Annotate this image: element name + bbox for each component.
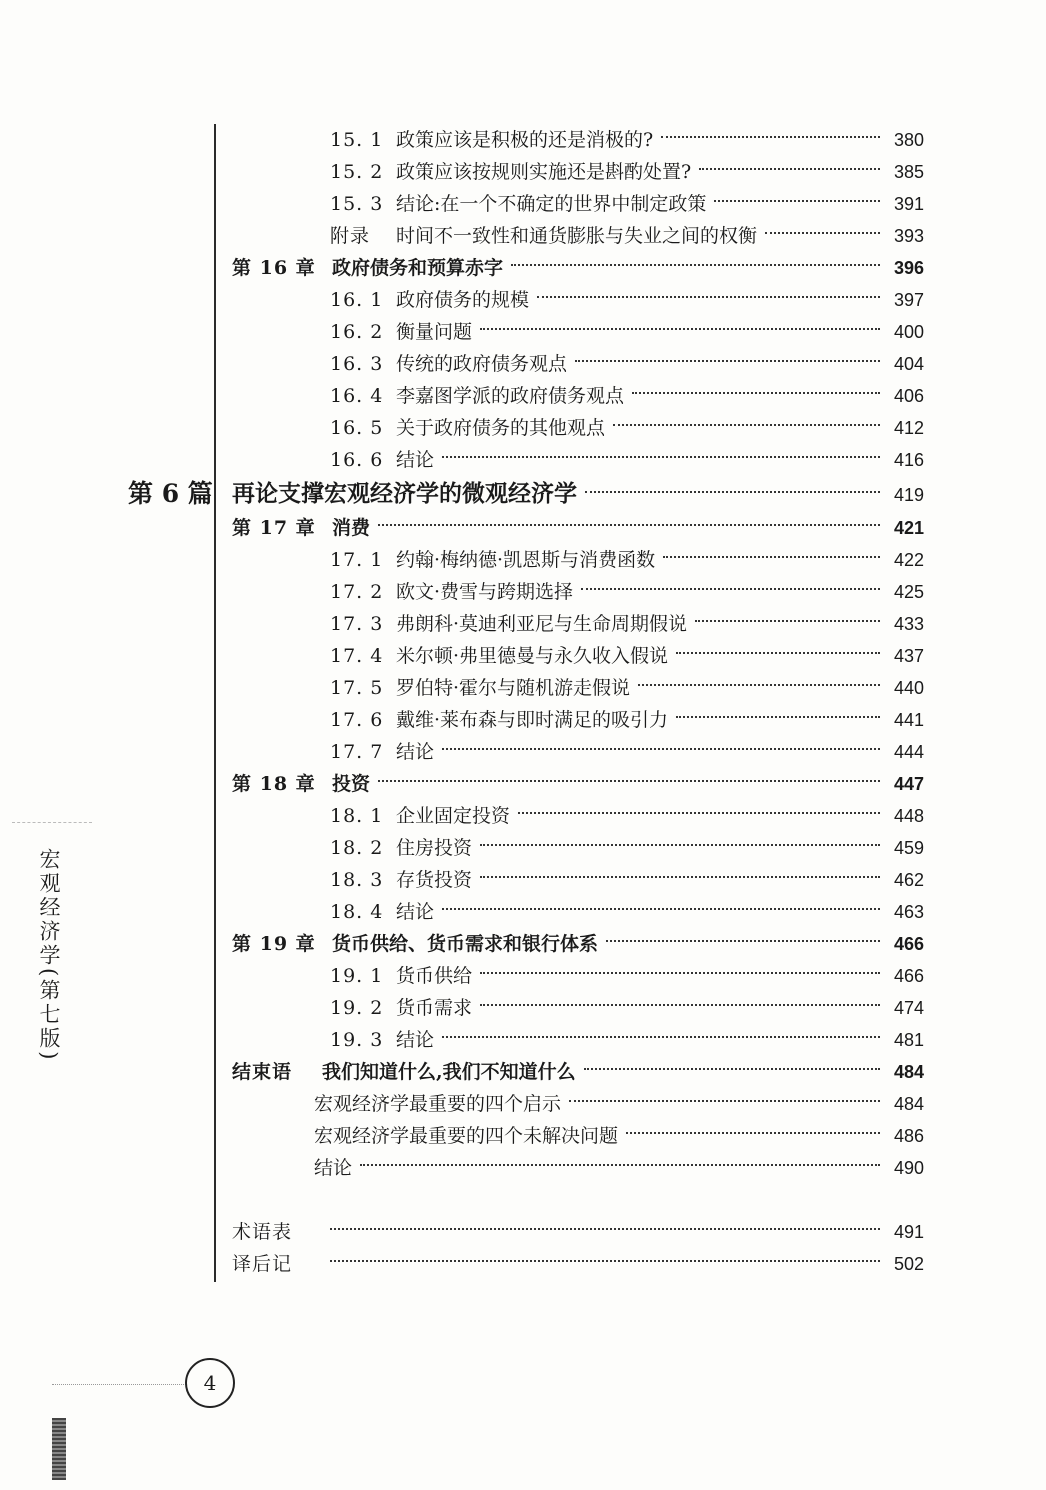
section-title: 传统的政府债务观点: [396, 353, 568, 375]
section-title: 约翰·梅纳德·凯恩斯与消费函数: [396, 549, 656, 571]
chapter-number: 第 16 章: [232, 257, 316, 279]
section-title: 货币需求: [396, 997, 473, 1019]
section-number: 17. 4: [330, 645, 384, 667]
section-number: 16. 6: [330, 449, 384, 471]
part-label: 第 6 篇: [128, 479, 213, 508]
section-number: 16. 5: [330, 417, 384, 439]
dot-leader: [585, 491, 880, 493]
section-title: 企业固定投资: [396, 805, 511, 827]
section-title: 货币供给: [396, 965, 473, 987]
toc-chapter-18[interactable]: [232, 768, 924, 800]
page-number: 400: [893, 322, 924, 342]
section-title: 时间不一致性和通货膨胀与失业之间的权衡: [396, 225, 758, 247]
section-number: 17. 6: [330, 709, 384, 731]
dot-leader: [537, 296, 880, 298]
page-number: 393: [893, 226, 924, 246]
page-number: 463: [893, 902, 924, 922]
dot-leader: [569, 1100, 880, 1102]
section-title: 弗朗科·莫迪利亚尼与生命周期假说: [396, 613, 688, 635]
dot-leader: [606, 940, 880, 942]
dot-leader: [695, 620, 880, 622]
section-title: 存货投资: [396, 869, 473, 891]
toc-chapter-16[interactable]: [232, 252, 924, 284]
section-title: 住房投资: [396, 837, 473, 859]
toc-entry[interactable]: [314, 1088, 924, 1120]
toc-entry[interactable]: [314, 1152, 924, 1184]
page-number: 466: [893, 934, 924, 954]
page-number: 421: [893, 518, 924, 538]
page-number: 484: [893, 1094, 924, 1114]
dot-leader: [613, 424, 880, 426]
toc-entry-appendix[interactable]: [330, 220, 924, 252]
page-number: 484: [893, 1062, 924, 1082]
dot-leader: [632, 392, 880, 394]
toc-entry[interactable]: [330, 380, 924, 412]
section-number: 18. 1: [330, 805, 384, 827]
dot-leader: [330, 1260, 880, 1262]
page-number: 404: [893, 354, 924, 374]
dot-leader: [699, 168, 880, 170]
vertical-rule: [214, 124, 216, 1282]
section-number: 16. 3: [330, 353, 384, 375]
section-number: 16. 1: [330, 289, 384, 311]
page-number: 380: [893, 130, 924, 150]
section-number: 18. 2: [330, 837, 384, 859]
chapter-number: 第 17 章: [232, 517, 316, 539]
dot-leader: [480, 972, 880, 974]
toc-entry[interactable]: [330, 672, 924, 704]
toc-entry[interactable]: [330, 444, 924, 476]
section-title: 结论:在一个不确定的世界中制定政策: [396, 193, 707, 215]
page-number: 406: [893, 386, 924, 406]
section-title: 宏观经济学最重要的四个未解决问题: [314, 1125, 619, 1147]
section-title: 关于政府债务的其他观点: [396, 417, 606, 439]
toc-chapter-19[interactable]: [232, 928, 924, 960]
section-number: 15. 3: [330, 193, 384, 215]
toc-entry[interactable]: [330, 992, 924, 1024]
toc-entry[interactable]: [330, 284, 924, 316]
page-number: 412: [893, 418, 924, 438]
chapter-title: 消费: [332, 517, 371, 539]
section-title: 政府债务的规模: [396, 289, 530, 311]
glossary-label: 术语表: [232, 1221, 293, 1243]
dot-leader: [663, 556, 880, 558]
dot-leader: [442, 748, 880, 750]
dot-leader: [584, 1068, 880, 1070]
toc-part-6[interactable]: [232, 478, 924, 510]
dot-leader: [378, 780, 880, 782]
afterword-label: 译后记: [232, 1253, 293, 1275]
page-number: 391: [893, 194, 924, 214]
section-number: 17. 3: [330, 613, 384, 635]
appendix-label: 附录: [330, 225, 371, 247]
section-title: 戴维·莱布森与即时满足的吸引力: [396, 709, 669, 731]
part-title: 再论支撑宏观经济学的微观经济学: [232, 480, 577, 507]
thumb-index-mark: [52, 1418, 66, 1480]
dot-leader: [676, 652, 880, 654]
section-number: 15. 1: [330, 129, 384, 151]
toc-entry[interactable]: [330, 864, 924, 896]
page-number: 448: [893, 806, 924, 826]
dot-leader: [676, 716, 880, 718]
toc-entry[interactable]: [330, 316, 924, 348]
toc-entry[interactable]: [330, 960, 924, 992]
page-number: 486: [893, 1126, 924, 1146]
page-number: 466: [893, 966, 924, 986]
page-number: 444: [893, 742, 924, 762]
toc-entry[interactable]: [330, 608, 924, 640]
section-title: 李嘉图学派的政府债务观点: [396, 385, 625, 407]
section-title: 衡量问题: [396, 321, 473, 343]
page-number: 481: [893, 1030, 924, 1050]
dot-leader: [765, 232, 880, 234]
margin-rule: [52, 1384, 186, 1386]
section-title: 欧文·费雪与跨期选择: [396, 581, 574, 603]
page-number-badge: 4: [185, 1358, 235, 1408]
page-number: 416: [893, 450, 924, 470]
section-title: 宏观经济学最重要的四个启示: [314, 1093, 562, 1115]
toc-entry[interactable]: [330, 736, 924, 768]
section-number: 17. 1: [330, 549, 384, 571]
dot-leader: [575, 360, 880, 362]
dot-leader: [480, 1004, 880, 1006]
toc-entry[interactable]: [330, 640, 924, 672]
dot-leader: [511, 264, 880, 266]
page-number: 502: [893, 1254, 924, 1274]
section-title: 结论: [314, 1157, 353, 1179]
toc-entry[interactable]: [330, 156, 924, 188]
page-number: 419: [893, 485, 924, 505]
toc-entry[interactable]: [330, 348, 924, 380]
chapter-title: 货币供给、货币需求和银行体系: [332, 933, 599, 955]
toc-epilogue[interactable]: [232, 1056, 924, 1088]
section-number: 17. 7: [330, 741, 384, 763]
toc-entry[interactable]: [330, 1024, 924, 1056]
dot-leader: [581, 588, 880, 590]
toc-entry[interactable]: [330, 704, 924, 736]
section-number: 17. 2: [330, 581, 384, 603]
toc-entry[interactable]: [330, 800, 924, 832]
page-number: 385: [893, 162, 924, 182]
dot-leader: [661, 136, 880, 138]
section-title: 结论: [396, 901, 435, 923]
dot-leader: [714, 200, 880, 202]
page-number: 437: [893, 646, 924, 666]
page-number: 440: [893, 678, 924, 698]
section-number: 18. 4: [330, 901, 384, 923]
chapter-number: 第 18 章: [232, 773, 316, 795]
dot-leader: [480, 876, 880, 878]
toc-entry[interactable]: [330, 576, 924, 608]
toc-chapter-17[interactable]: [232, 512, 924, 544]
toc-entry[interactable]: [330, 896, 924, 928]
toc-entry[interactable]: [330, 188, 924, 220]
dot-leader: [330, 1228, 880, 1230]
book-spine-title: 宏观经济学(第七版): [37, 848, 61, 1063]
section-number: 17. 5: [330, 677, 384, 699]
section-number: 16. 4: [330, 385, 384, 407]
section-title: 结论: [396, 1029, 435, 1051]
section-number: 18. 3: [330, 869, 384, 891]
dot-leader: [442, 1036, 880, 1038]
chapter-title: 投资: [332, 773, 371, 795]
toc-entry[interactable]: [330, 832, 924, 864]
dot-leader: [442, 456, 880, 458]
toc-glossary[interactable]: [232, 1216, 924, 1248]
page-number: 462: [893, 870, 924, 890]
epilogue-title: 我们知道什么,我们不知道什么: [322, 1061, 576, 1083]
page-number: 441: [893, 710, 924, 730]
toc-entry[interactable]: [330, 412, 924, 444]
page-number: 433: [893, 614, 924, 634]
page-number: 422: [893, 550, 924, 570]
margin-rule: [12, 822, 92, 824]
section-number: 15. 2: [330, 161, 384, 183]
page-number: 396: [893, 258, 924, 278]
page-number: 425: [893, 582, 924, 602]
section-number: 19. 3: [330, 1029, 384, 1051]
dot-leader: [638, 684, 880, 686]
section-title: 政策应该是积极的还是消极的?: [396, 129, 654, 151]
page-number: 459: [893, 838, 924, 858]
epilogue-label: 结束语: [232, 1061, 293, 1083]
page-number: 397: [893, 290, 924, 310]
page-number: 447: [893, 774, 924, 794]
section-number: 19. 2: [330, 997, 384, 1019]
dot-leader: [518, 812, 880, 814]
page-number: 490: [893, 1158, 924, 1178]
section-title: 米尔顿·弗里德曼与永久收入假说: [396, 645, 669, 667]
section-number: 16. 2: [330, 321, 384, 343]
toc-entry[interactable]: [330, 124, 924, 156]
section-number: 19. 1: [330, 965, 384, 987]
page-number: 474: [893, 998, 924, 1018]
toc-entry[interactable]: [314, 1120, 924, 1152]
dot-leader: [480, 844, 880, 846]
section-title: 政策应该按规则实施还是斟酌处置?: [396, 161, 692, 183]
dot-leader: [378, 524, 880, 526]
toc-afterword[interactable]: [232, 1248, 924, 1280]
section-title: 罗伯特·霍尔与随机游走假说: [396, 677, 631, 699]
section-title: 结论: [396, 741, 435, 763]
dot-leader: [442, 908, 880, 910]
section-title: 结论: [396, 449, 435, 471]
dot-leader: [626, 1132, 880, 1134]
toc-entry[interactable]: [330, 544, 924, 576]
page-number: 491: [893, 1222, 924, 1242]
chapter-title: 政府债务和预算赤字: [332, 257, 504, 279]
dot-leader: [480, 328, 880, 330]
dot-leader: [360, 1164, 880, 1166]
chapter-number: 第 19 章: [232, 933, 316, 955]
